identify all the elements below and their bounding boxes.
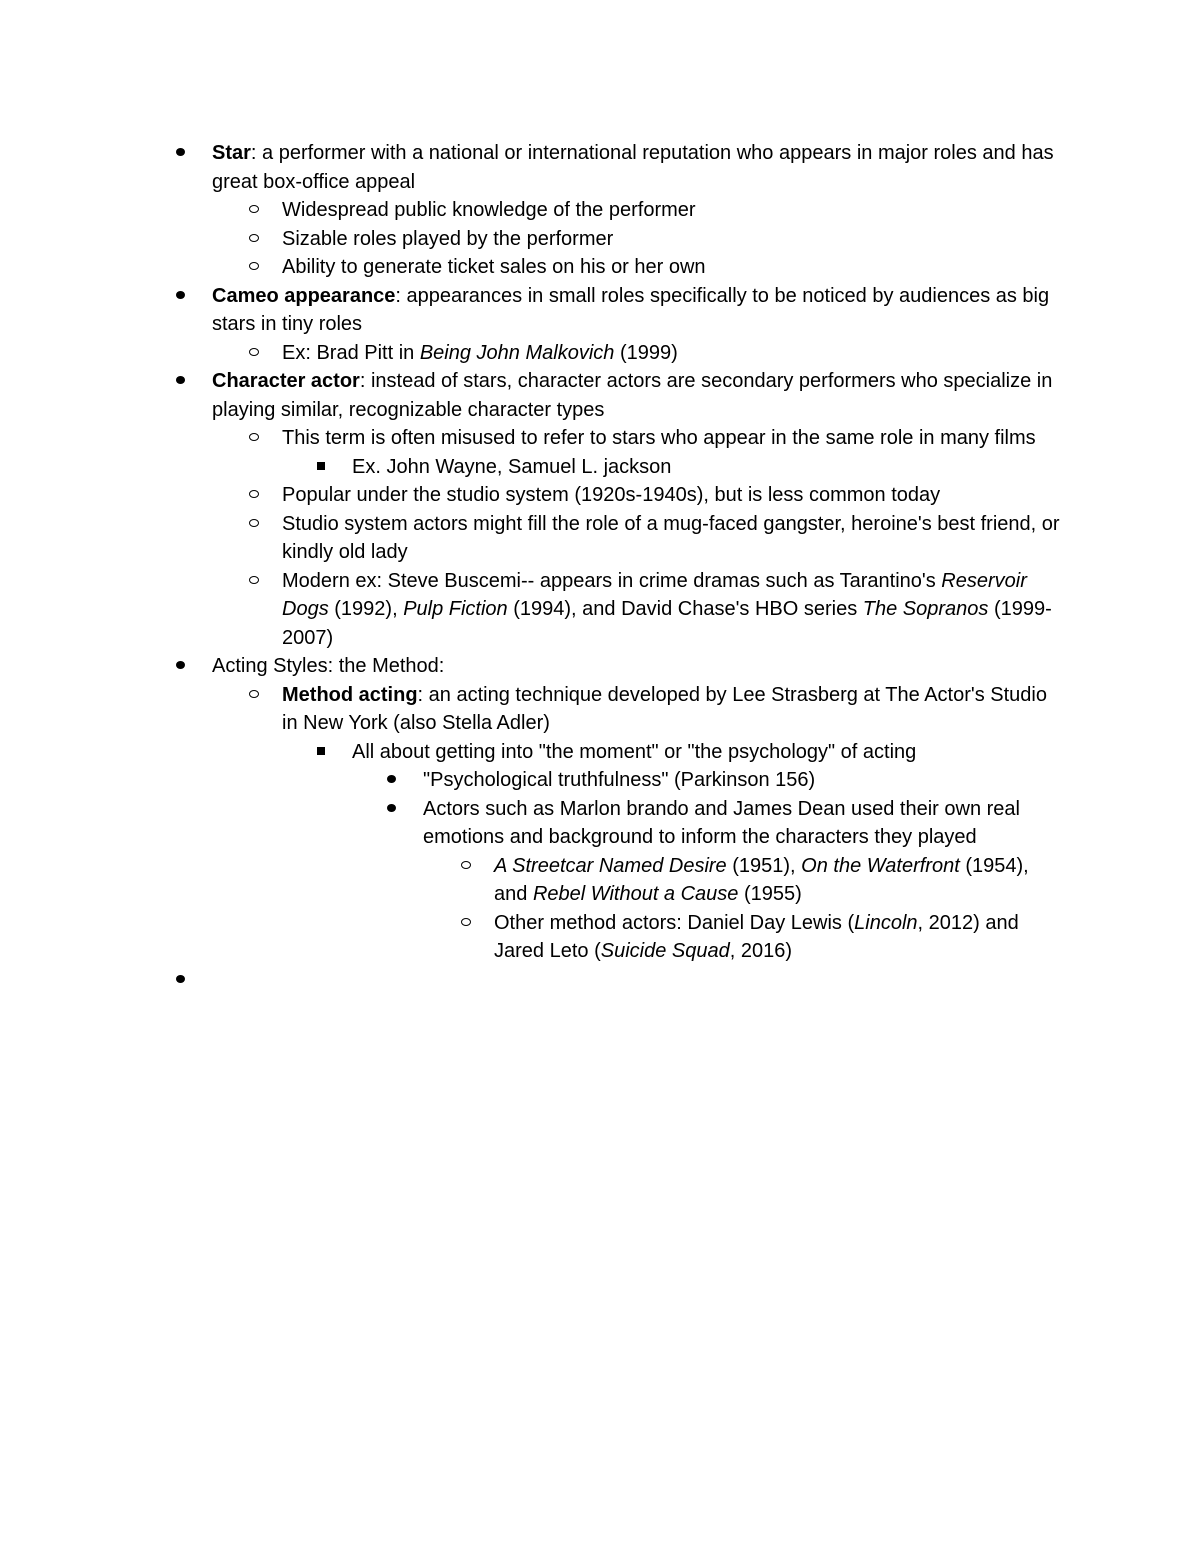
list-item-cameo-example <box>282 339 1062 368</box>
hollow-bullet-icon <box>461 852 471 881</box>
definition-character-actor: : instead of stars, character actors are secondary performers who specialize in playing similar, recognizable character types <box>212 370 1053 421</box>
hollow-bullet-icon <box>249 481 259 510</box>
list-item-cameo <box>212 282 1062 339</box>
list-item-text: Acting Styles: the Method: <box>212 655 445 677</box>
list-item-text: This term is often misused to refer to stars who appear in the same role in many films <box>282 427 1036 449</box>
list-item-text: Widespread public knowledge of the performer <box>282 199 696 221</box>
list-item-star-point-1 <box>282 196 1062 225</box>
list-item-misused-note <box>282 424 1062 453</box>
hollow-bullet-icon <box>249 225 259 254</box>
definition-method-acting: : an acting technique developed by Lee Strasberg at The Actor's Studio in New York (also Stella Adler) <box>282 683 1047 734</box>
list-item-other-method-actors <box>494 909 1064 966</box>
list-item-text: (1994), and David Chase's HBO series <box>507 598 863 620</box>
list-item-misused-example <box>352 453 1062 482</box>
list-item-text: (1951), <box>726 854 802 877</box>
hollow-bullet-icon <box>249 510 259 539</box>
hollow-bullet-icon <box>249 424 259 453</box>
list-item-text: Ex: Brad Pitt in <box>282 341 420 364</box>
term-cameo: Cameo appearance <box>212 284 396 307</box>
list-item-text: , 2016) <box>729 940 792 962</box>
film-title: Reservoir Dogs <box>282 569 1027 620</box>
list-item-text: Actors such as Marlon brando and James Dean used their own real emotions and background to inform the characters they played <box>423 797 1020 848</box>
list-item-actors-note <box>423 795 1063 852</box>
list-item-star <box>212 139 1062 196</box>
list-item-text: Studio system actors might fill the role of a mug-faced gangster, heroine's best friend, or kindly old lady <box>282 512 1060 563</box>
list-item-text: Ex. John Wayne, Samuel L. jackson <box>352 455 672 478</box>
film-title: On the Waterfront <box>801 854 960 877</box>
list-item-acting-styles <box>212 652 1062 681</box>
list-item-text: Other method actors: Daniel Day Lewis ( <box>494 911 855 934</box>
list-item-text: , 2012) and Jared Leto ( <box>494 911 1019 962</box>
hollow-bullet-icon <box>249 681 259 710</box>
list-item-text: Ability to generate ticket sales on his or her own <box>282 256 706 278</box>
hollow-bullet-icon <box>249 196 259 225</box>
list-item-text: All about getting into "the moment" or "the psychology" of acting <box>352 740 917 763</box>
filled-bullet-icon <box>387 795 396 824</box>
list-item-star-point-3 <box>282 253 1062 282</box>
square-bullet-icon <box>317 453 325 482</box>
list-item-star-point-2 <box>282 225 1062 254</box>
hollow-bullet-icon <box>249 253 259 282</box>
filled-bullet-icon <box>176 282 185 311</box>
hollow-bullet-icon <box>249 567 259 596</box>
bullet-list <box>0 139 1200 994</box>
hollow-bullet-icon <box>461 909 471 938</box>
film-title: Being John Malkovich <box>419 341 615 364</box>
list-item-character-actor <box>212 367 1062 424</box>
list-item-text: Popular under the studio system (1920s-1940s), but is less common today <box>282 484 941 506</box>
list-item-empty <box>212 966 1062 995</box>
film-title: Suicide Squad <box>600 940 730 962</box>
filled-bullet-icon <box>176 966 185 995</box>
filled-bullet-icon <box>176 652 185 681</box>
filled-bullet-icon <box>387 766 396 795</box>
film-title: Pulp Fiction <box>403 598 508 620</box>
list-item-text: Modern ex: Steve Buscemi-- appears in crime dramas such as Tarantino's <box>282 569 942 592</box>
square-bullet-icon <box>317 738 325 767</box>
hollow-bullet-icon <box>249 339 259 368</box>
list-item-text: (1999-2007) <box>282 598 1052 649</box>
film-title: A Streetcar Named Desire <box>494 854 727 877</box>
definition-cameo: : appearances in small roles specifically to be noticed by audiences as big stars in tiny roles <box>212 284 1050 335</box>
list-item-text: (1954), and <box>494 854 1029 905</box>
film-title: Rebel Without a Cause <box>532 883 739 905</box>
filled-bullet-icon <box>176 367 185 396</box>
term-star: Star <box>212 142 251 164</box>
series-title: The Sopranos <box>862 598 989 620</box>
definition-star: : a performer with a national or international reputation who appears in major roles and has great box-office appeal <box>212 142 1054 193</box>
list-item-moment-note <box>352 738 1062 767</box>
list-item-studio-note <box>282 510 1062 567</box>
list-item-truthfulness <box>423 766 1063 795</box>
term-character-actor: Character actor <box>212 370 360 392</box>
list-item-text: "Psychological truthfulness" (Parkinson 156) <box>423 769 816 791</box>
list-item-text: (1999) <box>614 341 678 364</box>
list-item-method-acting <box>282 681 1062 738</box>
list-item-text: (1955) <box>738 883 802 905</box>
filled-bullet-icon <box>176 139 185 168</box>
list-item-popular-note <box>282 481 1062 510</box>
term-method-acting: Method acting <box>282 683 418 706</box>
list-item-films <box>494 852 1064 909</box>
list-item-modern-example <box>282 567 1062 653</box>
list-item-text: (1992), <box>328 598 404 620</box>
list-item-text: Sizable roles played by the performer <box>282 227 614 250</box>
film-title: Lincoln <box>854 911 918 934</box>
